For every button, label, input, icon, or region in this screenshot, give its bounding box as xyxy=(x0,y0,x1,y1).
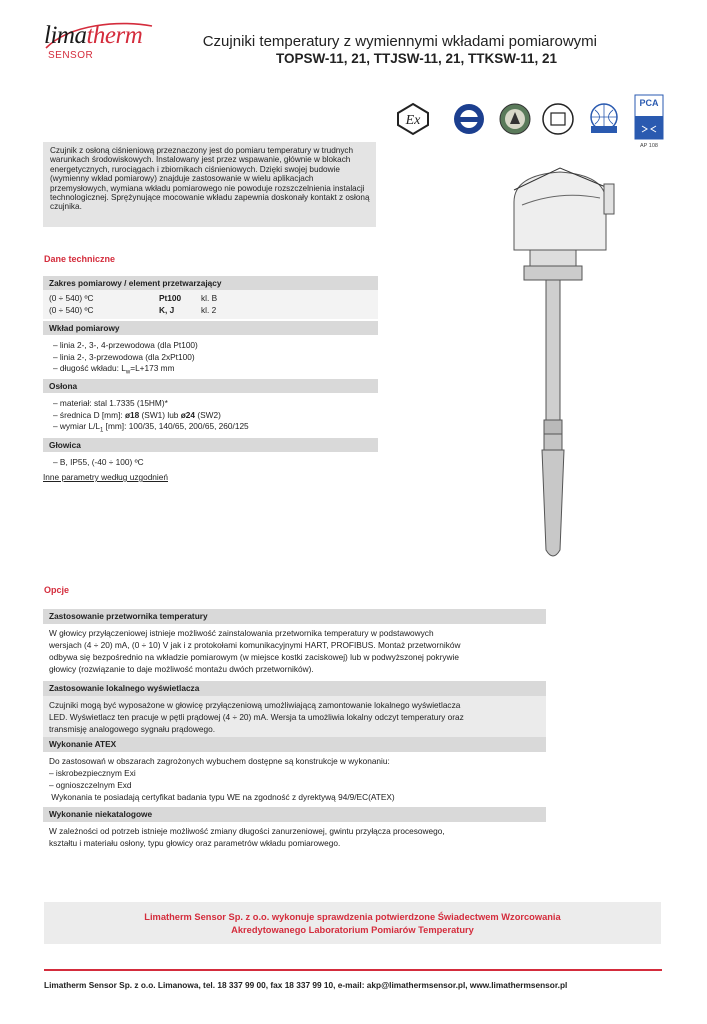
element-value: Pt100 xyxy=(159,293,182,303)
sheath-table-header: Osłona xyxy=(43,379,378,393)
options-heading: Opcje xyxy=(44,585,70,595)
diameter-label: – średnica D [mm]: xyxy=(53,409,125,420)
option-line: W głowicy przyłączeniowej istnieje możliwość zainstalowania przetwornika temperatury w podstawowych xyxy=(49,628,434,638)
insert-length-value: =L+173 mm xyxy=(130,363,175,373)
svg-text:PCA: PCA xyxy=(639,98,659,108)
insert-line: – linia 2-, 3-przewodowa (dla 2xPt100) xyxy=(53,351,195,362)
range-value: (0 ÷ 540) ºC xyxy=(49,304,94,315)
diameter-sep: (SW1) lub xyxy=(139,409,181,420)
option-display xyxy=(43,681,546,738)
footer-contact: Limatherm Sensor Sp. z o.o. Limanowa, tel. 18 337 99 00, fax 18 337 99 10, e-mail: akp@limathermsensor.pl, www.limathermsensor.pl xyxy=(44,980,568,990)
logo-part2: therm xyxy=(86,22,143,49)
diameter-24: ø24 xyxy=(180,409,196,420)
model-list: TOPSW-11, 21, TTJSW-11, 21, TTKSW-11, 21 xyxy=(275,51,557,66)
insert-line: – linia 2-, 3-, 4-przewodowa (dla Pt100) xyxy=(53,340,198,350)
ex-atex-icon xyxy=(396,102,430,136)
option-text xyxy=(43,696,546,738)
option-line: W zależności od potrzeb istnieje możliwość zmiany długości zanurzeniowej, gwintu przyłącza procesowego, xyxy=(49,826,445,836)
fm-pzh-icon xyxy=(541,102,575,136)
banner-line: Akredytowanego Laboratorium Pomiarów Temperatury xyxy=(231,925,474,935)
option-line: – iskrobezpiecznym Exi xyxy=(49,768,136,778)
class-value: kl. 2 xyxy=(201,304,217,315)
option-line: głowicy (rozwiązanie to daje możliwość montażu dwóch przetworników). xyxy=(49,664,314,674)
sheath-table xyxy=(43,379,378,440)
insert-line xyxy=(53,363,372,379)
option-text xyxy=(43,822,546,852)
sheath-table-body xyxy=(43,393,378,440)
banner-line: Limatherm Sensor Sp. z o.o. wykonuje sprawdzenia potwierdzone Świadectwem Wzorcowania xyxy=(144,912,561,922)
dimension-values: [mm]: 100/35, 140/65, 200/65, 260/125 xyxy=(103,421,249,431)
head-table xyxy=(43,438,378,472)
option-line: Do zastosowań w obszarach zagrożonych wybuchem dostępne są konstrukcje w wykonaniu: xyxy=(49,756,390,766)
other-params-link[interactable]: Inne parametry według uzgodnień xyxy=(43,472,168,482)
product-description: Czujnik z osłoną ciśnieniową przeznaczony jest do pomiaru temperatury w trudnych warunkach środowiskowych. Instalowany jest przez wspawanie, głównie w blokach energetycznych, rurociągach i zbiornikach ciśnieniowych. Dzięki swojej budowie (wymienny wkład pomiarowy) znajduje zastosowanie w wielu aplikacjach przemysłowych, wymiana wkładu pomiarowego nie powoduje rozszczelnienia instalacji technologicznej. Sprężynujące mocowanie wkładu zapewnia doskonały kontakt z osłoną czujnika. xyxy=(43,142,376,227)
option-text xyxy=(43,752,546,806)
option-line: kształtu i materiału osłony, typu głowicy oraz parametrów wkładu pomiarowego. xyxy=(49,838,341,848)
class-value: kl. B xyxy=(201,293,218,303)
diameter-18: ø18 xyxy=(124,409,140,420)
company-logo xyxy=(44,22,154,68)
page-title: Czujniki temperatury z wymiennymi wkładami pomiarowymi xyxy=(202,33,597,50)
insert-length-label: – długość wkładu: L xyxy=(53,363,126,373)
range-value: (0 ÷ 540) ºC xyxy=(49,293,94,303)
certificate-icons xyxy=(396,94,676,154)
sensor-illustration xyxy=(500,150,620,570)
option-transmitter xyxy=(43,609,546,678)
range-table-body xyxy=(43,290,378,319)
option-line: LED. Wyświetlacz ten pracuje w pętli prądowej (4 ÷ 20) mA. Wersja ta umożliwia lokalny odczyt temperatury oraz xyxy=(49,712,464,722)
dimension-label: – wymiar L/L xyxy=(53,421,101,431)
option-line: Wykonania te posiadają certyfikat badania typu WE na zgodność z dyrektywą 94/9/EC(ATEX) xyxy=(49,792,395,802)
range-table-header: Zakres pomiarowy / element przetwarzający xyxy=(43,276,378,290)
range-table xyxy=(43,276,378,319)
option-line: wersjach (4 ÷ 20) mA, (0 ÷ 10) V jak i z protokołami komunikacyjnymi HART, PROFIBUS. Montaż przetworników xyxy=(49,640,461,650)
insert-table-header: Wkład pomiarowy xyxy=(43,321,378,335)
option-title: Wykonanie niekatalogowe xyxy=(43,807,546,822)
insert-length-sub: w xyxy=(125,369,131,376)
ptb-icon xyxy=(498,102,532,136)
pca-icon xyxy=(634,94,664,140)
table-row xyxy=(49,305,372,317)
tech-data-heading: Dane techniczne xyxy=(44,254,116,264)
option-atex xyxy=(43,737,546,806)
sheath-material: – materiał: stal 1.7335 (15HM)* xyxy=(53,398,168,408)
option-line: Czujniki mogą być wyposażone w głowicę przyłączeniową umożliwiającą zamontowanie lokalnego wyświetlacza xyxy=(49,700,461,710)
option-custom xyxy=(43,807,546,852)
option-text xyxy=(43,624,546,678)
logo-subtitle: SENSOR xyxy=(48,50,94,61)
option-title: Zastosowanie przetwornika temperatury xyxy=(43,609,546,624)
option-title: Zastosowanie lokalnego wyświetlacza xyxy=(43,681,546,696)
head-line: – B, IP55, (-40 ÷ 100) ºC xyxy=(43,452,378,472)
svg-text:Ex: Ex xyxy=(405,113,421,128)
option-title: Wykonanie ATEX xyxy=(43,737,546,752)
dimension-sub: 1 xyxy=(100,427,104,434)
insert-table-body xyxy=(43,335,378,382)
accreditation-banner xyxy=(44,902,661,944)
sheath-diameter xyxy=(53,410,372,422)
footer-divider xyxy=(44,969,662,971)
insert-table xyxy=(43,321,378,382)
sheath-dimensions xyxy=(53,421,372,437)
element-value: K, J xyxy=(159,304,175,315)
logo-wordmark xyxy=(44,22,142,50)
logo-part1: lima xyxy=(44,22,87,49)
accreditation-number: AP 108 xyxy=(640,143,658,149)
tuv-nord-icon xyxy=(452,102,486,136)
diameter-sw2: (SW2) xyxy=(195,409,221,420)
option-line: – ognioszczelnym Exd xyxy=(49,780,132,790)
ilac-mra-icon xyxy=(587,102,621,136)
head-table-header: Głowica xyxy=(43,438,378,452)
option-line: transmisję analogowego sygnału prądowego. xyxy=(49,724,216,734)
table-row xyxy=(49,293,372,305)
option-line: odbywa się bezpośrednio na wkładzie pomiarowym (w miejsce kostki zaciskowej) lub w podwyższonej pokrywie xyxy=(49,652,459,662)
